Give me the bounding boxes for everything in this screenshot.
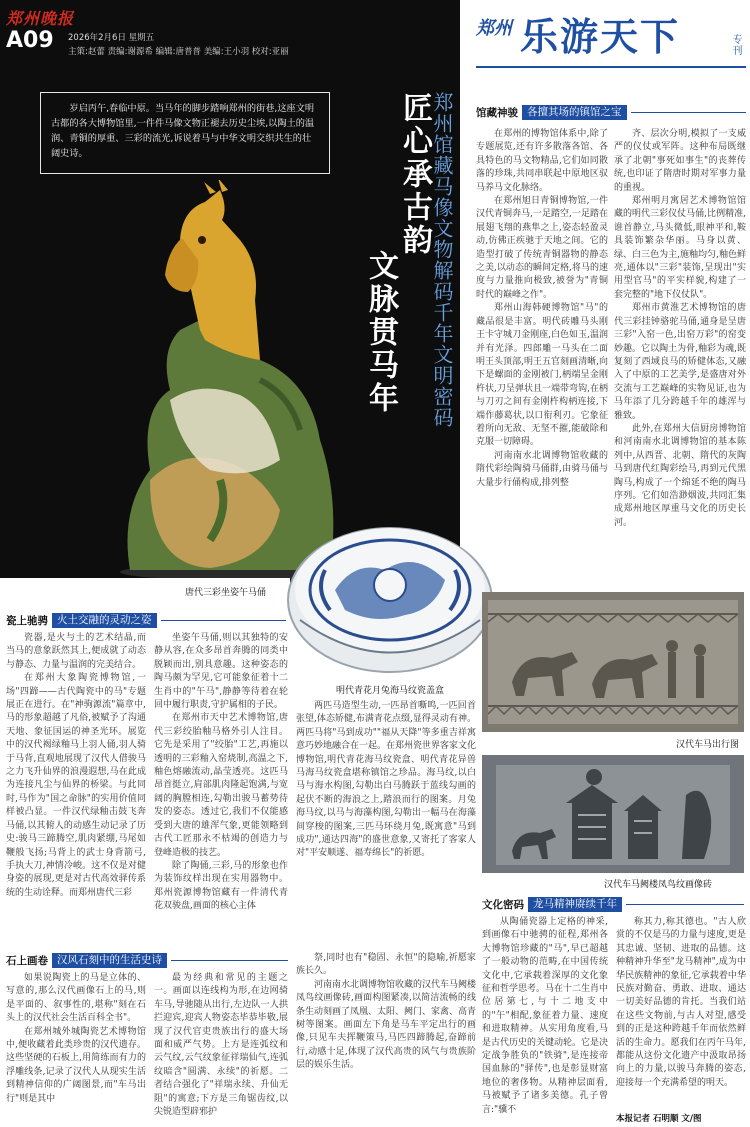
section-collection-header <box>476 104 746 120</box>
section-collection-label: 馆藏神骏 <box>476 106 518 119</box>
collection-text-right <box>614 128 746 590</box>
column-title: 乐游天下 <box>520 14 681 59</box>
brick-caption: 汉代车马阙楼凤鸟纹画像砖 <box>604 880 713 890</box>
paragraph: 河南南水北调博物馆收藏的汉代车马阙楼凤鸟纹画像砖,画面构图紧凑,以简洁流畅的线条生动刻画了凤凰、太阳、阙门、家禽、高青树等图案。画面左下角是马车平定出行的画像,只见车夫挥鞭策马,马匹四蹄腾起,奋蹄前行,动感十足,体现了汉代高贵的风气与贵族阶层的娱乐生活。 <box>296 979 476 1071</box>
section-culture-label: 文化密码 <box>482 898 524 911</box>
masthead-logo: 郑州晚报 <box>6 9 75 28</box>
section-stone-title: 汉风石刻中的生活史诗 <box>52 953 167 968</box>
hero-caption: 唐代三彩坐姿午马俑 <box>185 588 267 598</box>
culture-col-right <box>616 916 746 1112</box>
headline-2: 文脉贯马年 <box>363 250 398 415</box>
stone-relief-caption: 汉代车马出行图 <box>676 740 740 750</box>
section-stone-rule <box>171 960 288 961</box>
collection-text-left <box>476 128 608 590</box>
porcelain-col-3 <box>296 700 476 944</box>
stone-col-1 <box>6 972 146 1124</box>
paragraph: 齐、层次分明,模拟了一支威严的仪仗或军阵。这种布局既继承了北朝"事死如事生"的丧葬传统,也印证了隋唐时期对军事力量的重视。 <box>614 129 746 193</box>
date-line: 2026年2月6日 星期五 <box>68 33 155 43</box>
porcelain-box-image <box>285 510 495 680</box>
column-rule <box>476 66 746 68</box>
section-porcelain-label: 瓷上驰骋 <box>6 614 48 627</box>
porcelain-box-caption: 明代青花月兔海马纹瓷盖盒 <box>336 686 445 696</box>
porcelain-col-2 <box>154 632 288 944</box>
section-collection-rule <box>631 112 747 113</box>
paragraph: 在郑州城外城陶瓷艺术博物馆中,便收藏着此类珍贵的汉代遗存。这些坚硬的石板上,用简练而有力的浮雕线条,记录了汉代人从现实生活到精神信仰的广阔图景,而"车马出行"则是其中 <box>6 1026 146 1104</box>
stone-col-3 <box>296 952 476 1124</box>
paragraph: 称其力,称其德也。"古人欣赏的不仅是马的力量与速度,更是其忠诚、坚韧、进取的品德。这种精神升华至"龙马精神",成为中华民族精神的象征,它承载着中华民族对勤奋、勇敢、进取、通达一切美好品德的肯托。当我们站在这些文物前,与古人对望,感受到的正是这种跨越千年而依然鲜活的生命力。愿我们在丙午马年,都能从这份文化遗产中汲取昂扬向上的力量,以骏马奔腾的姿态,迎接每一个充满希望的明天。 <box>616 917 746 1088</box>
paragraph: 坐姿午马俑,则以其独特的安静从容,在众多昂首奔腾的同类中脱颖而出,别具意趣。这种姿态的陶马颇为罕见,它可能象征着十二生肖中的"午马",静静等待着在轮回中履行职责,守护属相的子民。 <box>154 633 288 711</box>
byline: 本报记者 石明顺 文/图 <box>616 1114 702 1124</box>
paragraph: 瓷器,是火与土的艺术结晶,而当马的意象跃然其上,便成就了动态与静态、力量与温润的完美结合。 <box>6 633 146 670</box>
paragraph: 在郑州的博物馆体系中,除了专题展览,还有许多散落各馆、各具特色的马文物精品,它们如同散落的珍珠,共同串联起中原地区驭马养马文化脉络。 <box>476 129 608 193</box>
section-culture-rule <box>626 904 744 905</box>
section-stone-header <box>6 952 288 968</box>
section-culture-header <box>482 896 744 912</box>
paragraph: 郑州明月寓居艺术博物馆馆藏的明代三彩仪仗马俑,比例精准,谁首静立,马头微低,眼神平和,鞍具装饰繁杂华丽。马身以黄、绿、白三色为主,施釉均匀,釉色鲜亮,通体以"三彩"装饰,呈现出"实用型官马"的平实样貌,构建了一套完整的"地下仪仗队"。 <box>614 196 746 300</box>
paragraph: 此外,在郑州大信厨房博物馆和河南南水北调博物馆的基本陈列中,从西晋、北朝、隋代的灰陶马到唐代红陶彩绘马,再到元代黑陶马,构成了一个绵延不绝的陶马序列。它们如浩渺烟波,共同汇集成郑州地区厚重马文化的历史长河。 <box>614 423 746 528</box>
section-culture-title: 龙马精神赓续千年 <box>528 897 622 912</box>
paragraph: 最为经典和常见的主题之一。画面以连线构为形,在边网骑车马,导驰随从出行,左边队一人拱拦迎宾,迎宾人物姿态毕恭毕敬,展现了汉代官吏贵族出行的盛大场面和威严气势。上方是连弧纹和云气纹,云气纹象征祥瑞仙气,连弧纹暗含"圆满、永续"的祈愿。二者结合强化了"祥瑞永续、升仙无阻"的寓意;下方是三角锯齿纹,以尖锐造型辟邪护 <box>154 973 288 1118</box>
paragraph: 郑州市黄淮艺术博物馆的唐代三彩挂钟骆驼马俑,通身是呈唐三彩"入窑一色,出窑万彩"的窑变妙趣。它以陶土为骨,釉彩为魂,既复刻了西域良马的矫健体态,又融入了中原的工艺美学,是盛唐对外交流与工艺巅峰的实物见证,也为马年添了几分跨越千年的雄浑与雅致。 <box>614 303 746 421</box>
column-tag: 专刊 <box>730 34 741 56</box>
paragraph: 除了陶俑,三彩,马的形象也作为装饰纹样出现在实用器物中。郑州瓷源博物馆藏有一件清代青花双骏盘,画面的核心主体 <box>154 860 288 912</box>
paragraph: 河南南水北调博物馆收藏的隋代彩绘陶骑马俑群,由骑马俑与大量步行俑构成,排列整 <box>476 450 608 488</box>
stone-relief-image <box>482 592 744 732</box>
paragraph: 郑州山海韩硬博物馆"马"的藏品很是丰富。明代砖雕马头刚王卡守城刀金刚座,白色如玉,温润并有光泽。四郎雕一马头在二面明王头顶部,明王五官刻画清晰,向下是螺面的金刚被门,柄端呈金刚杵状,刀呈弹状且一端带弯钩,在柄与刀刃之间有金刚杵构柄连接,下端作藤葛状,以口衔利刃。它象征着所向无敌、无坚不摧,能破除和克服一切障碍。 <box>476 303 608 448</box>
paragraph: 在郑州市天中艺术博物馆,唐代三彩绞胎釉马格外引人注目。它先是采用了"绞胎"工艺,再施以透明的三彩釉入窑烧制,高温之下,釉色熔融流动,晶莹透亮。这匹马昂首挺立,肩部肌肉隆起饱满,与宽阔的胸膛相连,勾勒出骏马蓄势待发的姿态。透过它,我们不仅能感受到大唐的雄浑气象,更能领略到古代工匠那永不枯竭的创造力与登峰造极的技艺。 <box>154 713 288 858</box>
porcelain-col-1 <box>6 632 146 944</box>
paragraph: 如果说陶瓷上的马是立体的、写意的,那么汉代画像石上的马,则是平面的、叙事性的,堪称"刻在石头上的汉代社会生活百科全书"。 <box>6 973 146 1024</box>
headline-1: 匠心承古韵 <box>397 92 432 257</box>
column-brand: 郑州 <box>476 18 512 39</box>
lead-intro: 岁启丙午,春临中原。当马年的脚步踏响郑州的街巷,这座文明古都的各大博物馆里,一件件马像文物正褪去历史尘埃,以陶土的温润、青铜的厚重、三彩的流光,诉说着马与中华文明交织共生的壮阔史诗。 <box>51 103 315 159</box>
section-collection-title: 各擅其场的镇馆之宝 <box>522 105 627 120</box>
paragraph: 在郑州大象陶瓷博物馆,一场"四蹄——古代陶瓷中的马"专题展正在进行。在"神驹源流"篇章中,马的形象超越了凡俗,被赋予了沟通天地、象征国运的神圣光环。展览中的汉代褐绿釉马上羽人俑,羽人骑于马背,直观地展现了汉代人借骏马之力飞升仙界的浪漫遐想,马在此成为连接凡尘与仙界的桥梁。与此同时,马作为"国之命脉"的实用价值同样被凸显。一件汉代绿釉击鼓飞奔马俑,以其俯人的动感生动记录了历史:骏马三蹄腾空,肌肉紧绷,马尾如鞭般飞扬;马背上的武士身背箭弓,手执大刀,神情冷峻。这不仅是对健身姿的展现,更是对古代高效驿传系统的生动诠释。而郑州唐代三彩 <box>6 673 146 898</box>
stone-col-2 <box>154 972 288 1124</box>
paragraph: 在郑州旭日青铜博物馆,一件汉代青铜奔马,一足踏空,一足踏在展翅飞翔的燕隼之上,姿态轻盈灵动,仿佛正疾驰于天地之间。它的造型打破了传统青铜器物的静态之美,以动态的瞬间定格,将马的速度与力量推向极致,被誉为"青铜时代的巅峰之作"。 <box>476 196 608 300</box>
section-porcelain-header <box>6 612 286 628</box>
lead-intro-box <box>40 92 330 174</box>
lead-subtitle: 郑州馆藏马像文物解码千年文明密码 <box>430 92 454 428</box>
brick-image <box>482 755 744 873</box>
section-porcelain-title: 火土交融的灵动之姿 <box>52 613 157 628</box>
section-stone-label: 石上画卷 <box>6 954 48 967</box>
culture-col-left <box>482 916 608 1124</box>
page-number: A09 <box>6 28 54 53</box>
paragraph: 两匹马造型生动,一匹昂首嘶鸣,一匹回首张望,体态矫健,布满青花点缀,显得灵动有神。两匹马将"马到成功""福从天降"等多重吉祥寓意巧妙地融合在一起。在郑州瓷世界客家文化博物馆,明代青花海马纹瓷盒、明代青花异兽马海马纹瓷盒堪称镇馆之珍品。海马纹,以白马与海水构图,勾勒出白马腾跃于蓝线勾画的起伏不断的海浪之上,踏浪而行的图案。月兔海马纹,以马与海藻构图,勾勒出一幅马在海藻间穿梭的图案,三匹马环绕月兔,既寓意"马到成功",通达四海"的盛世意象,又寄托了客家人对"平安顺遂、福寿绵长"的祈愿。 <box>296 701 476 859</box>
staff-line: 主策:赵蕾 责编:谢源希 编辑:唐普普 美编:王小羽 校对:亚丽 <box>68 47 289 57</box>
paragraph: 祭,同时也有"稳固、永恒"的隐喻,祈愿家族长久。 <box>296 953 476 977</box>
section-porcelain-rule <box>161 620 287 621</box>
paragraph: 从陶俑瓷器上定格的神采,到画像石中驰骋的征程,郑州各大博物馆珍藏的"马",早已超越了一般动物的范畴,在中国传统文化中,它承载着深厚的文化象征和哲学思考。马在十二生肖中位居第七,与十二地支中的"午"相配,象征着力量、速度和进取精神。从实用角度看,马是古代历史的关键动轮。它是决定战争胜负的"铁骑",是连接帝国血脉的"驿传",也是彰显财富地位的奢侈物。从精神层面看,马被赋予了诸多美德。孔子曾言:"骥不 <box>482 917 608 1115</box>
